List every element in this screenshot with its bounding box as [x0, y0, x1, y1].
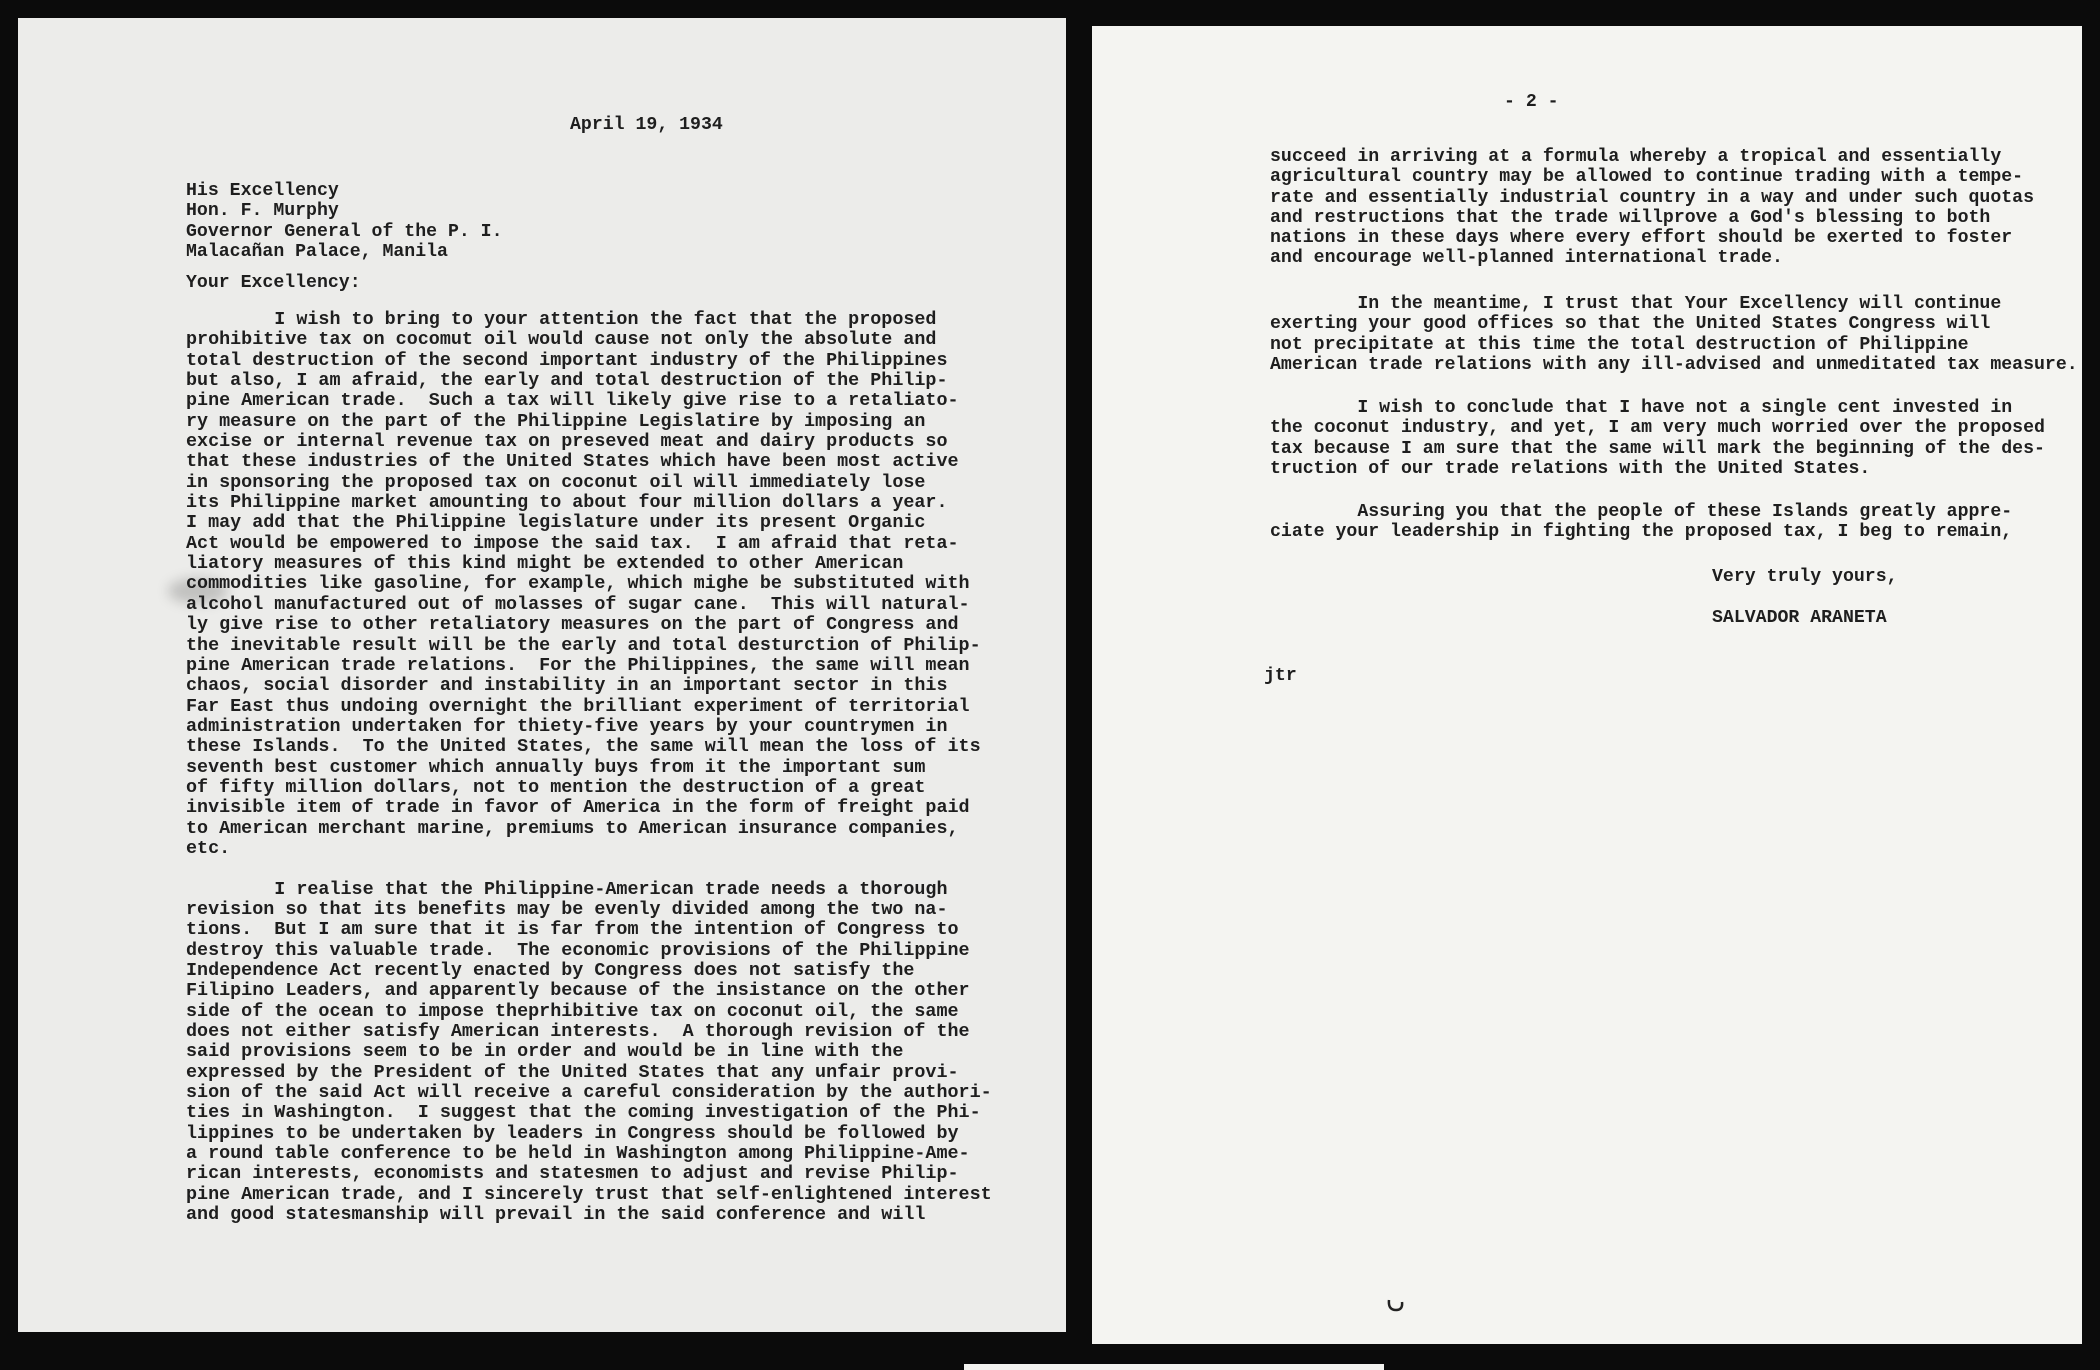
body-line: exerting your good offices so that the United States Congress will — [1270, 314, 1991, 335]
signature: SALVADOR ARANETA — [1712, 608, 1887, 628]
body-line: prohibitive tax on cocomut oil would cause not only the absolute and — [186, 329, 937, 351]
body-line: ry measure on the part of the Philippine Legislatire by imposing an — [186, 410, 926, 432]
body-line: side of the ocean to impose theprhibitive tax on coconut oil, the same — [186, 1000, 959, 1022]
body-line: I realise that the Philippine-American trade needs a thorough — [186, 878, 948, 900]
body-line: etc. — [186, 837, 231, 859]
body-line: Act would be empowered to impose the said tax. I am afraid that reta- — [186, 532, 959, 554]
body-line: expressed by the President of the United States that any unfair provi- — [186, 1061, 959, 1083]
body-line: ly give rise to other retaliatory measures on the part of Congress and — [186, 614, 959, 636]
body-line: destroy this valuable trade. The economic provisions of the Philippine — [186, 939, 970, 961]
body-line: I wish to conclude that I have not a single cent invested in — [1270, 398, 2013, 418]
letter-page-2 — [1092, 26, 2082, 1344]
paper-mark — [1386, 1296, 1406, 1314]
address-line: Hon. F. Murphy — [186, 201, 339, 222]
body-line: that these industries of the United States which have been most active — [186, 451, 959, 473]
body-line: but also, I am afraid, the early and total destruction of the Philip- — [186, 370, 948, 392]
body-line: liatory measures of this kind might be extended to other American — [186, 553, 904, 575]
body-line: pine American trade, and I sincerely trust that self-enlightened interest — [186, 1183, 992, 1205]
body-line: Independence Act recently enacted by Congress does not satisfy the — [186, 960, 915, 981]
body-line: chaos, social disorder and instability in an important sector in this — [186, 675, 948, 697]
address-line: His Excellency — [186, 181, 339, 201]
body-line: pine American trade relations. For the Philippines, the same will mean — [186, 654, 970, 676]
body-line: American trade relations with any ill-advised and unmeditated tax measure. — [1270, 354, 2078, 375]
body-line: in sponsoring the proposed tax on coconut oil will immediately lose — [186, 471, 926, 493]
body-line: its Philippine market amounting to about four million dollars a year. — [186, 492, 948, 514]
body-line: to American merchant marine, premiums to American insurance companies, — [186, 817, 959, 839]
body-line: of fifty million dollars, not to mention the destruction of a great — [186, 776, 926, 798]
typist-initials: jtr — [1264, 666, 1297, 686]
paragraph-conclude — [1270, 398, 2045, 479]
letter-page-1 — [18, 18, 1066, 1332]
body-line: alcohol manufactured out of molasses of sugar cane. This will natural- — [186, 593, 970, 615]
body-line: lippines to be undertaken by leaders in Congress should be followed by — [186, 1122, 959, 1144]
body-line: ties in Washington. I suggest that the coming investigation of the Phi- — [186, 1102, 981, 1124]
body-line: nations in these days where every effort should be exerted to foster — [1270, 228, 2013, 249]
body-line: rican interests, economists and statesmen to adjust and revise Philip- — [186, 1163, 959, 1185]
body-line: commodities like gasoline, for example, which mighe be substituted with — [186, 573, 970, 595]
body-line: seventh best customer which annually buys from it the important sum — [186, 756, 926, 778]
body-line: agricultural country may be allowed to continue trading with a tempe- — [1270, 167, 2024, 188]
body-line: sion of the said Act will receive a careful consideration by the authori- — [186, 1082, 992, 1104]
body-line: Far East thus undoing overnight the brilliant experiment of territorial — [186, 695, 970, 717]
recipient-address — [186, 181, 503, 262]
scanner-strip — [964, 1364, 1384, 1370]
body-line: rate and essentially industrial country in a way and under such quotas — [1270, 187, 2034, 208]
body-line: invisible item of trade in favor of America in the form of freight paid — [186, 797, 970, 819]
body-line: tions. But I am sure that it is far from the intention of Congress to — [186, 919, 959, 941]
body-line: pine American trade. Such a tax will likely give rise to a retaliato- — [186, 390, 959, 412]
salutation: Your Excellency: — [186, 273, 361, 293]
body-line: tax because I am sure that the same will mark the beginning of the des- — [1270, 438, 2045, 459]
letter-body — [186, 310, 992, 1225]
address-line: Governor General of the P. I. — [186, 221, 503, 242]
body-line: excise or internal revenue tax on preseved meat and dairy products so — [186, 431, 948, 453]
body-line: truction of our trade relations with the United States. — [1270, 458, 1871, 479]
paragraph-continuation — [1270, 147, 2034, 269]
body-line: the coconut industry, and yet, I am very much worried over the proposed — [1270, 418, 2045, 439]
closing: Very truly yours, — [1712, 567, 1898, 587]
body-line: not precipitate at this time the total destruction of Philippine — [1270, 334, 1969, 355]
body-line: and restructions that the trade willprove a God's blessing to both — [1270, 207, 1991, 228]
body-line: I wish to bring to your attention the fact that the proposed — [186, 309, 937, 330]
body-line: Filipino Leaders, and apparently because of the insistance on the other — [186, 980, 970, 1002]
body-line: revision so that its benefits may be evenly divided among the two na- — [186, 898, 948, 920]
body-line: total destruction of the second important industry of the Philippines — [186, 349, 948, 371]
body-line: the inevitable result will be the early and total desturction of Philip- — [186, 634, 981, 656]
body-line: I may add that the Philippine legislature under its present Organic — [186, 512, 926, 534]
body-line: said provisions seem to be in order and would be in line with the — [186, 1041, 904, 1063]
address-line: Malacañan Palace, Manila — [186, 241, 448, 262]
page-number: - 2 - — [1504, 92, 1559, 112]
paragraph-meantime — [1270, 294, 2078, 375]
body-line: succeed in arriving at a formula whereby a tropical and essentially — [1270, 147, 2002, 167]
body-line: these Islands. To the United States, the same will mean the loss of its — [186, 736, 981, 758]
body-line: administration undertaken for thiety-five years by your countrymen in — [186, 715, 948, 737]
body-line: In the meantime, I trust that Your Excellency will continue — [1270, 294, 2002, 314]
body-line: Assuring you that the people of these Islands greatly appre- — [1270, 502, 2013, 522]
body-line: a round table conference to be held in Washington among Philippine-Ame- — [186, 1143, 970, 1165]
body-line: ciate your leadership in fighting the proposed tax, I beg to remain, — [1270, 522, 2013, 543]
body-line: and good statesmanship will prevail in the said conference and will — [186, 1204, 926, 1226]
body-line: and encourage well-planned international trade. — [1270, 248, 1783, 269]
paragraph-assuring — [1270, 502, 2012, 543]
body-line: does not either satisfy American interests. A thorough revision of the — [186, 1021, 970, 1043]
body-line — [186, 859, 992, 879]
letter-date: April 19, 1934 — [570, 115, 723, 135]
